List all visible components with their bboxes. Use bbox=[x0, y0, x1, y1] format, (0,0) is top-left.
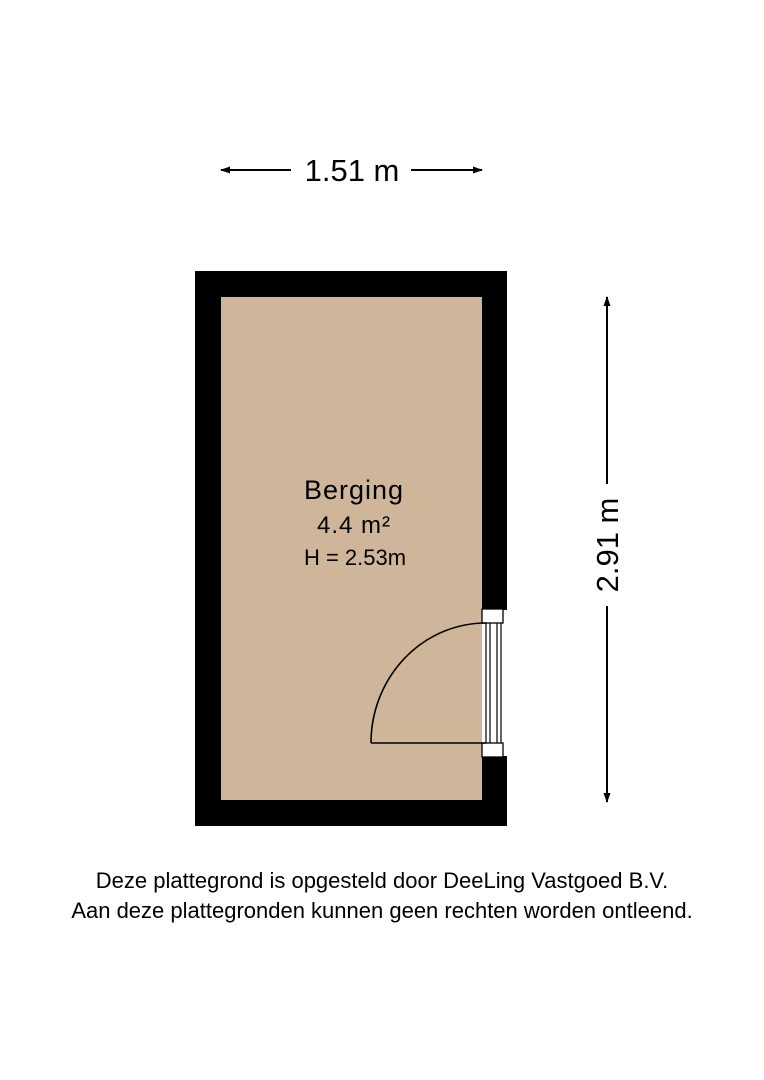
height-dimension bbox=[590, 297, 625, 802]
disclaimer bbox=[0, 866, 764, 926]
door-frame-top bbox=[482, 609, 503, 623]
room-area: 4.4 m² bbox=[316, 512, 392, 539]
disclaimer-line-2: Aan deze plattegronden kunnen geen rechten worden ontleend. bbox=[71, 898, 693, 923]
room-name: Berging bbox=[303, 475, 405, 505]
height-label: 2.91 m bbox=[590, 497, 625, 593]
room-label bbox=[304, 475, 406, 570]
room-height: H = 2.53m bbox=[303, 545, 407, 570]
door-frame-bottom bbox=[482, 743, 503, 757]
width-dimension bbox=[221, 153, 482, 188]
width-label: 1.51 m bbox=[304, 153, 400, 188]
disclaimer-line-1: Deze plattegrond is opgesteld door DeeLing Vastgoed B.V. bbox=[95, 868, 669, 893]
